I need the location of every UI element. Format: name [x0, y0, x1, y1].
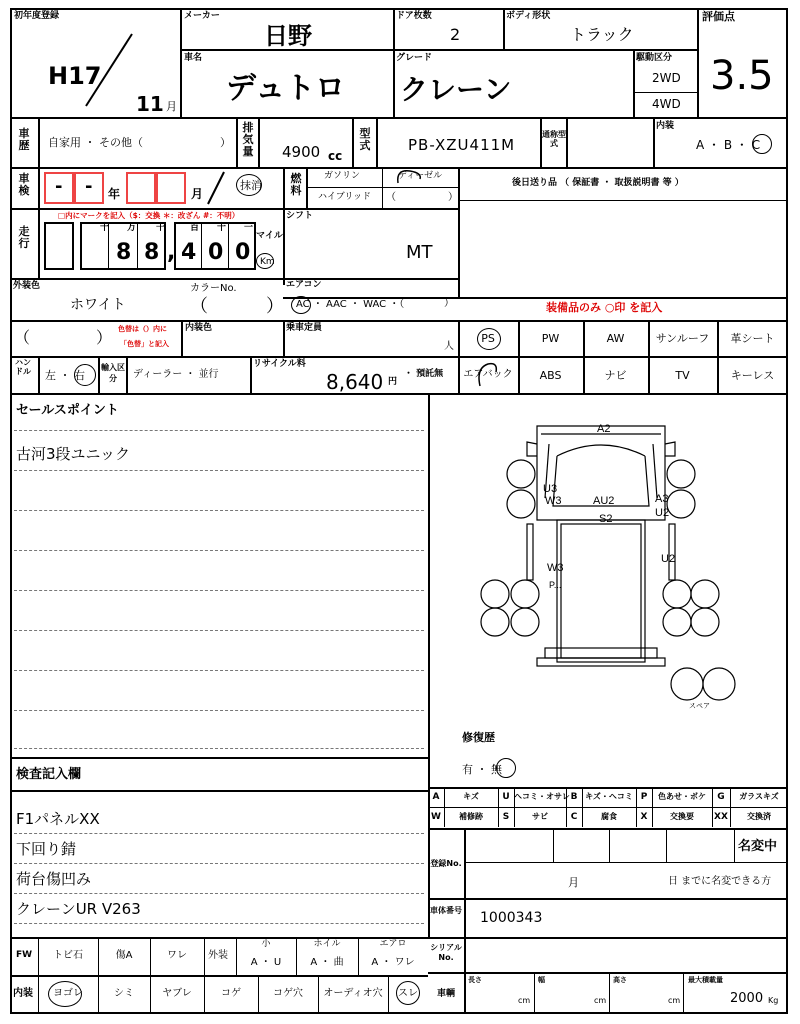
first-reg-year: H17 — [48, 62, 102, 90]
width-cm: cm — [594, 996, 607, 1005]
expired-circle — [236, 174, 262, 196]
handle-label: ハンドル — [15, 358, 31, 376]
shift-label: シフト — [286, 211, 314, 221]
interior-label: 内装 — [656, 121, 675, 131]
fuel-other-open: （ — [386, 192, 396, 203]
insp-dash-2: - — [85, 176, 93, 197]
color-paren-open: （ — [190, 296, 208, 317]
aero-options: A ・ ワレ — [371, 957, 415, 968]
fw-item-1: トビ石 — [53, 950, 83, 961]
repair-history-title: 修復歴 — [462, 731, 495, 744]
mileage-digit-2: 8 — [144, 240, 160, 265]
interior-grades: A ・ B ・ C — [696, 138, 761, 152]
mileage-digit-4: 0 — [208, 240, 224, 265]
legend-desc: 補修跡 — [459, 812, 483, 821]
insp-box-4 — [156, 172, 186, 204]
inspection-note-3: 荷台傷凹み — [16, 870, 92, 888]
name-change: 名変中 — [738, 839, 778, 854]
wheel-label: ホイル — [313, 939, 341, 949]
displacement-label: 排気量 — [242, 121, 254, 158]
history-text: 自家用 ・ その他（ — [48, 136, 143, 149]
legend-code: W — [431, 812, 441, 822]
legend-desc: キズ — [463, 792, 479, 801]
serial-label: シリアルNo. — [430, 943, 462, 962]
legend-desc: ヘコミ・オサレ — [514, 792, 570, 801]
equip-tv: TV — [675, 369, 690, 382]
common-model-label: 通称型式 — [542, 130, 566, 148]
legend-desc: サビ — [532, 812, 548, 821]
sales-points-title: セールスポイント — [16, 403, 119, 418]
mileage-box-lead — [44, 222, 74, 270]
width-label: 幅 — [538, 976, 545, 984]
reg-no-label: 登録No. — [430, 859, 462, 868]
insp-month-unit: 月 — [191, 187, 204, 201]
history-close: ） — [220, 136, 231, 149]
max-load-label: 最大積載量 — [688, 976, 723, 984]
legend-desc: 交換済 — [747, 812, 771, 821]
mileage-note: □内にマークを記入（$：交換 ＊：改ざん #：不明） — [58, 211, 240, 220]
inspection-notes-title: 検査記入欄 — [16, 767, 82, 782]
length-label: 長さ — [468, 976, 482, 984]
interior-item-3: ヤブレ — [162, 988, 192, 999]
reg-month-unit: 月 — [568, 876, 579, 889]
legend-code: X — [640, 812, 648, 822]
color-paren-close: ） — [266, 296, 284, 317]
model-value: PB-XZU411M — [408, 136, 516, 154]
color-no-label: カラーNo. — [190, 283, 237, 294]
spare-label: スペア — [689, 703, 710, 710]
first-reg-month: 11 — [136, 92, 164, 116]
legend-code: U — [502, 792, 510, 802]
digit-label-6: 一 — [244, 223, 254, 233]
interior-item-6: オーディオ穴 — [323, 988, 383, 999]
length-cm: cm — [518, 996, 531, 1005]
repair-history-options: 有 ・ 無 — [462, 763, 502, 776]
insp-expired: 抹消 — [240, 179, 262, 192]
interior-item-1: ヨゴレ — [53, 988, 83, 999]
interior-item-2: シミ — [114, 988, 134, 999]
inspection-label: 車検 — [18, 172, 30, 197]
digit-label-1: 十 — [100, 223, 110, 233]
mark-w3-bed: W3 — [547, 562, 564, 574]
equip-airbag: エアバック — [463, 369, 513, 380]
doors-value: 2 — [450, 25, 461, 44]
legend-desc: 交換要 — [670, 812, 694, 821]
recycle-label: リサイクル料 — [253, 359, 306, 369]
digit-label-3: 千 — [156, 223, 166, 233]
small-options: A ・ U — [250, 957, 282, 968]
inspection-note-2: 下回り錆 — [16, 840, 77, 858]
legend-code: B — [570, 792, 578, 802]
fuel-diesel: ディーゼル — [398, 171, 443, 181]
diesel-circle-stroke — [392, 167, 426, 187]
interior-item-5: コゲ穴 — [273, 988, 303, 999]
inspection-note-1: F1パネルXX — [16, 810, 100, 828]
insp-dash-1: - — [55, 176, 63, 197]
grade-label: グレード — [396, 53, 433, 63]
fw-item-3: ワレ — [167, 950, 187, 961]
shift-value: MT — [406, 242, 433, 263]
dirt-circle — [48, 981, 82, 1007]
chassis-number: 1000343 — [480, 910, 543, 926]
aircon-label: エアコン — [286, 280, 322, 290]
wheel-options: A ・ 曲 — [310, 957, 344, 968]
doors-label: ドア枚数 — [396, 11, 432, 21]
legend-code: S — [502, 812, 510, 822]
height-label: 高さ — [613, 976, 627, 984]
drive-2wd: 2WD — [652, 71, 681, 85]
grade-value: クレーン — [400, 73, 512, 106]
slash-line — [80, 30, 140, 110]
sales-point-line: 古河3段ユニック — [16, 445, 130, 463]
digit-label-4: 百 — [190, 223, 200, 233]
mark-u3: U3 — [543, 483, 558, 495]
dims-label: 車輌 — [436, 989, 455, 999]
score-label: 評価点 — [702, 10, 735, 23]
mark-p: P... — [549, 580, 562, 590]
circle-mark — [752, 134, 772, 154]
interior-item-4: コゲ — [221, 988, 241, 999]
equip-navi: ナビ — [604, 369, 627, 382]
mark-u2-side: U2 — [661, 553, 676, 565]
import-label: 輸入区分 — [101, 363, 125, 383]
mark-a3: A3 — [655, 493, 669, 505]
body-value: トラック — [570, 25, 634, 44]
legend-desc: キズ・ヘコミ — [585, 792, 633, 801]
interior-row-label: 内装 — [13, 988, 33, 999]
fw-label: FW — [16, 950, 33, 960]
mileage-digit-3: 4 — [181, 240, 197, 265]
max-load-value: 2000 — [730, 991, 764, 1006]
import-options: ディーラー ・ 並行 — [133, 369, 219, 380]
mark-a2: A2 — [597, 423, 611, 435]
model-label: 型式 — [359, 127, 371, 152]
ac-circle — [291, 296, 311, 314]
equip-sunroof: サンルーフ — [655, 332, 710, 345]
fw-item-2: 傷A — [115, 950, 133, 961]
score-value: 3.5 — [710, 53, 774, 99]
chassis-label: 車体番号 — [430, 906, 462, 915]
repair-none-circle — [496, 758, 516, 778]
wear-circle — [396, 981, 420, 1005]
mark-s2: S2 — [599, 513, 613, 525]
exterior-small-label: 外装 — [208, 950, 228, 961]
reg-day-note: 日 までに名変できる方 — [668, 876, 772, 887]
color-note-2: 「色替」と記入 — [120, 340, 169, 348]
digit-label-5: 十 — [217, 223, 227, 233]
right-handle-circle — [74, 364, 96, 386]
displacement-value: 4900 — [282, 143, 321, 161]
legend-code: XX — [714, 812, 728, 822]
capacity-label: 乗車定員 — [286, 323, 323, 333]
mark-w3-top: W3 — [545, 495, 562, 507]
mark-u2-top: U2 — [655, 507, 670, 519]
exterior-color-value: ホワイト — [70, 297, 126, 313]
legend-code: C — [570, 812, 578, 822]
insp-box-3 — [126, 172, 156, 204]
drive-4wd: 4WD — [652, 97, 681, 111]
fuel-other-close: ） — [448, 192, 458, 203]
mile-label: マイル — [256, 231, 283, 241]
airbag-circle-stroke — [474, 358, 502, 390]
mileage-digit-5: 0 — [235, 240, 251, 265]
fuel-hybrid: ハイブリッド — [318, 192, 372, 202]
legend-desc: ガラスキズ — [739, 792, 779, 801]
height-cm: cm — [668, 996, 681, 1005]
mark-au2: AU2 — [593, 495, 615, 507]
interior-color-label: 内装色 — [185, 323, 213, 333]
legend-desc: 色あせ・ボケ — [658, 792, 706, 801]
car-name-label: 車名 — [184, 53, 203, 63]
insp-slash — [200, 170, 230, 206]
later-items: 後日送り品 （ 保証書 ・ 取扱説明書 等 ） — [512, 178, 684, 188]
exterior-color-label: 外装色 — [13, 281, 41, 291]
interior-paren-close: ） — [96, 328, 113, 347]
insp-year-unit: 年 — [108, 187, 121, 201]
equip-keyless: キーレス — [730, 369, 775, 382]
equip-aw: AW — [606, 332, 625, 345]
aircon-close: ） — [444, 298, 454, 309]
km-circle — [256, 253, 274, 269]
maker-value: 日野 — [264, 22, 312, 50]
fuel-gasoline: ガソリン — [324, 171, 361, 181]
equip-pw: PW — [541, 332, 560, 345]
equip-abs: ABS — [539, 369, 562, 382]
maker-label: メーカー — [184, 11, 220, 21]
legend-code: P — [640, 792, 648, 802]
first-reg-label: 初年度登録 — [14, 11, 60, 21]
legend-code: A — [432, 792, 440, 802]
body-label: ボディ形状 — [506, 11, 551, 21]
max-load-unit: Kg — [768, 996, 779, 1005]
drive-label: 駆動区分 — [636, 53, 673, 63]
small-label: 小 — [261, 939, 271, 949]
history-label: 車歴 — [18, 127, 30, 152]
first-reg-month-unit: 月 — [166, 100, 177, 113]
mileage-label: 走行 — [18, 225, 30, 250]
displacement-unit: cc — [328, 149, 343, 163]
mileage-digit-1: 8 — [116, 240, 132, 265]
recycle-deposit: ・ 預託無 — [404, 369, 444, 379]
inspection-note-4: クレーンUR V263 — [16, 900, 141, 918]
km-label: Km — [260, 257, 275, 267]
fuel-label: 燃料 — [290, 172, 302, 197]
mileage-comma: , — [167, 240, 176, 265]
legend-code: G — [717, 792, 725, 802]
vehicle-damage-diagram — [429, 394, 787, 784]
interior-item-7: スレ — [398, 988, 418, 999]
aircon-options: AC ・ AAC ・ WAC ・（ — [296, 299, 405, 310]
recycle-value: 8,640 — [326, 370, 384, 394]
equip-leather: 革シート — [730, 332, 775, 345]
equip-ps: PS — [481, 332, 495, 345]
equipment-title: 装備品のみ ○印 を記入 — [546, 301, 663, 314]
handle-options: 左 ・ 右 — [45, 369, 85, 382]
interior-paren-open: （ — [14, 328, 31, 347]
digit-label-2: 万 — [127, 223, 137, 233]
ps-circle — [477, 328, 501, 350]
legend-desc: 腐食 — [601, 812, 617, 821]
car-name-value: デュトロ — [226, 71, 346, 106]
color-note-1: 色替は（）内に — [118, 325, 167, 333]
capacity-unit: 人 — [444, 341, 454, 352]
recycle-unit: 円 — [388, 377, 398, 387]
aero-label: エアロ — [379, 939, 407, 949]
